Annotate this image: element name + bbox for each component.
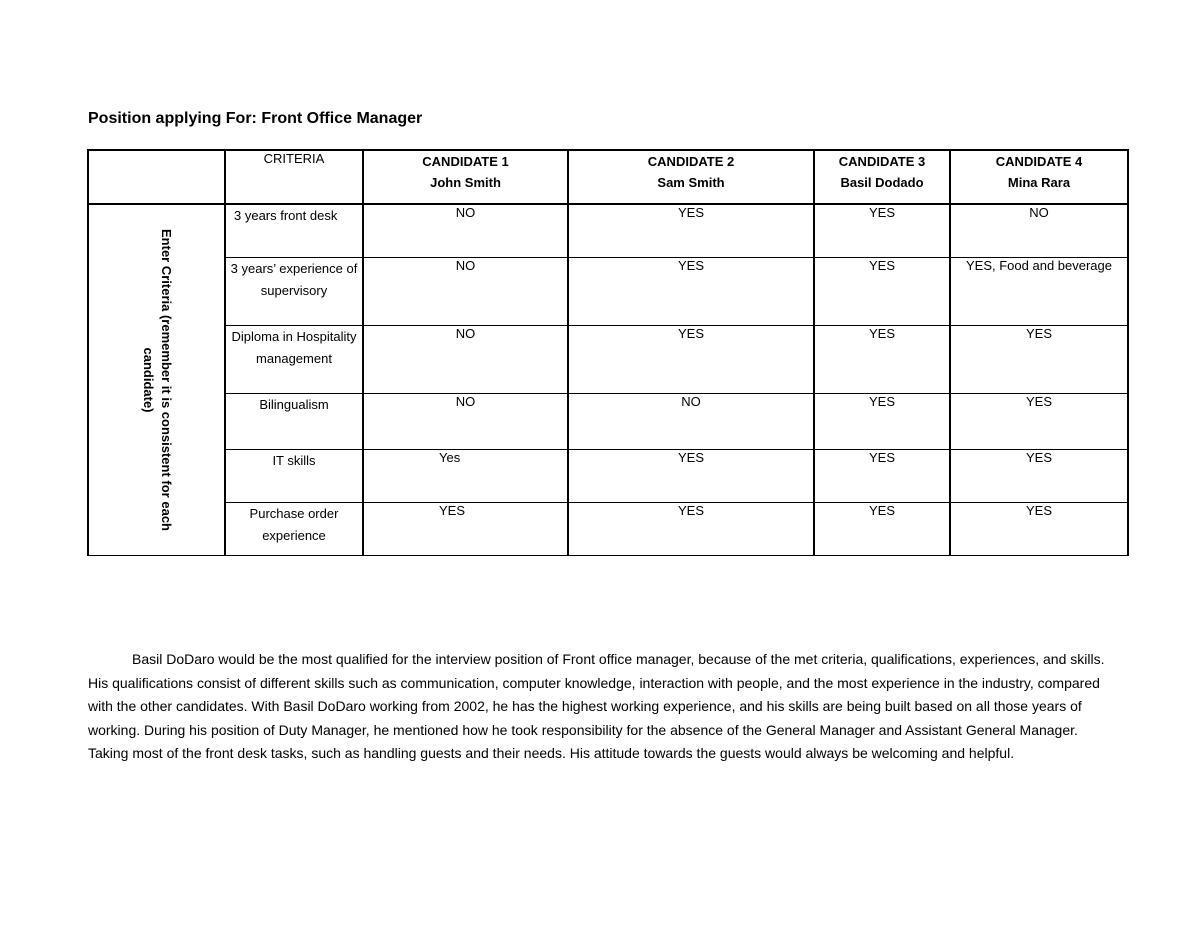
candidate-3-label: CANDIDATE 3 bbox=[838, 154, 926, 169]
candidate-3-header bbox=[814, 150, 950, 204]
candidate-1-name: John Smith bbox=[430, 175, 501, 190]
criterion-cell: IT skills bbox=[225, 449, 363, 502]
value-cell: NO bbox=[363, 325, 568, 393]
value-cell: NO bbox=[363, 393, 568, 449]
candidate-4-name: Mina Rara bbox=[1007, 175, 1071, 190]
page-title: Position applying For: Front Office Manager bbox=[88, 110, 423, 127]
value-cell: YES bbox=[568, 204, 814, 257]
candidate-2-header bbox=[568, 150, 814, 204]
candidate-2-name: Sam Smith bbox=[657, 175, 725, 190]
value-cell: YES bbox=[814, 204, 950, 257]
header-row bbox=[88, 150, 1128, 204]
side-label-cell bbox=[88, 204, 225, 555]
value-cell: YES bbox=[568, 449, 814, 502]
value-cell: YES bbox=[814, 257, 950, 325]
value-cell: YES bbox=[568, 502, 814, 555]
candidate-criteria-table bbox=[87, 149, 1129, 556]
table-row bbox=[88, 393, 1128, 449]
candidate-1-label: CANDIDATE 1 bbox=[422, 154, 509, 169]
value-cell: YES bbox=[363, 502, 568, 555]
criterion-cell: Bilingualism bbox=[225, 393, 363, 449]
value-cell: YES bbox=[814, 325, 950, 393]
value-cell: YES bbox=[950, 393, 1128, 449]
value-cell: YES bbox=[950, 325, 1128, 393]
value-cell: NO bbox=[568, 393, 814, 449]
table-row bbox=[88, 502, 1128, 555]
candidate-2-label: CANDIDATE 2 bbox=[647, 154, 735, 169]
value-cell: YES bbox=[814, 449, 950, 502]
value-cell: YES bbox=[568, 325, 814, 393]
value-cell: YES bbox=[568, 257, 814, 325]
value-cell: Yes bbox=[363, 449, 568, 502]
value-cell: YES, Food and beverage bbox=[950, 257, 1128, 325]
candidate-1-header bbox=[363, 150, 568, 204]
table-row bbox=[88, 204, 1128, 257]
value-cell: NO bbox=[950, 204, 1128, 257]
table-row bbox=[88, 257, 1128, 325]
side-label: Enter Criteria (remember it is consistent for each candidate) bbox=[140, 228, 174, 531]
value-cell: YES bbox=[814, 502, 950, 555]
value-cell: YES bbox=[950, 502, 1128, 555]
candidate-4-header bbox=[950, 150, 1128, 204]
criterion-cell: 3 years’ experience of supervisory bbox=[225, 257, 363, 325]
recommendation-text: Basil DoDaro would be the most qualified for the interview position of Front office manager, because of the met criteria, qualifications, experiences, and skills. His qualifications consist of different skills such as communication, computer knowledge, interaction with people, and the most experience in the industry, compared with the other candidates. With Basil DoDaro working from 2002, he has the highest working experience, and his skills are being built based on all those years of working. During his position of Duty Manager, he mentioned how he took responsibility for the absence of the General Manager and Assistant General Manager. Taking most of the front desk tasks, such as handling guests and their needs. His attitude towards the guests would always be welcoming and helpful. bbox=[88, 651, 1105, 761]
value-cell: YES bbox=[950, 449, 1128, 502]
corner-cell bbox=[88, 150, 225, 204]
table-row bbox=[88, 325, 1128, 393]
criterion-cell: Purchase order experience bbox=[225, 502, 363, 555]
value-cell: YES bbox=[814, 393, 950, 449]
criteria-header: CRITERIA bbox=[225, 150, 363, 204]
value-cell: NO bbox=[363, 257, 568, 325]
candidate-4-label: CANDIDATE 4 bbox=[995, 154, 1083, 169]
table-row bbox=[88, 449, 1128, 502]
value-cell: NO bbox=[363, 204, 568, 257]
candidate-3-name: Basil Dodado bbox=[840, 175, 924, 190]
recommendation-paragraph bbox=[88, 648, 1118, 766]
criterion-cell: 3 years front desk bbox=[225, 204, 363, 257]
criterion-cell: Diploma in Hospitality management bbox=[225, 325, 363, 393]
